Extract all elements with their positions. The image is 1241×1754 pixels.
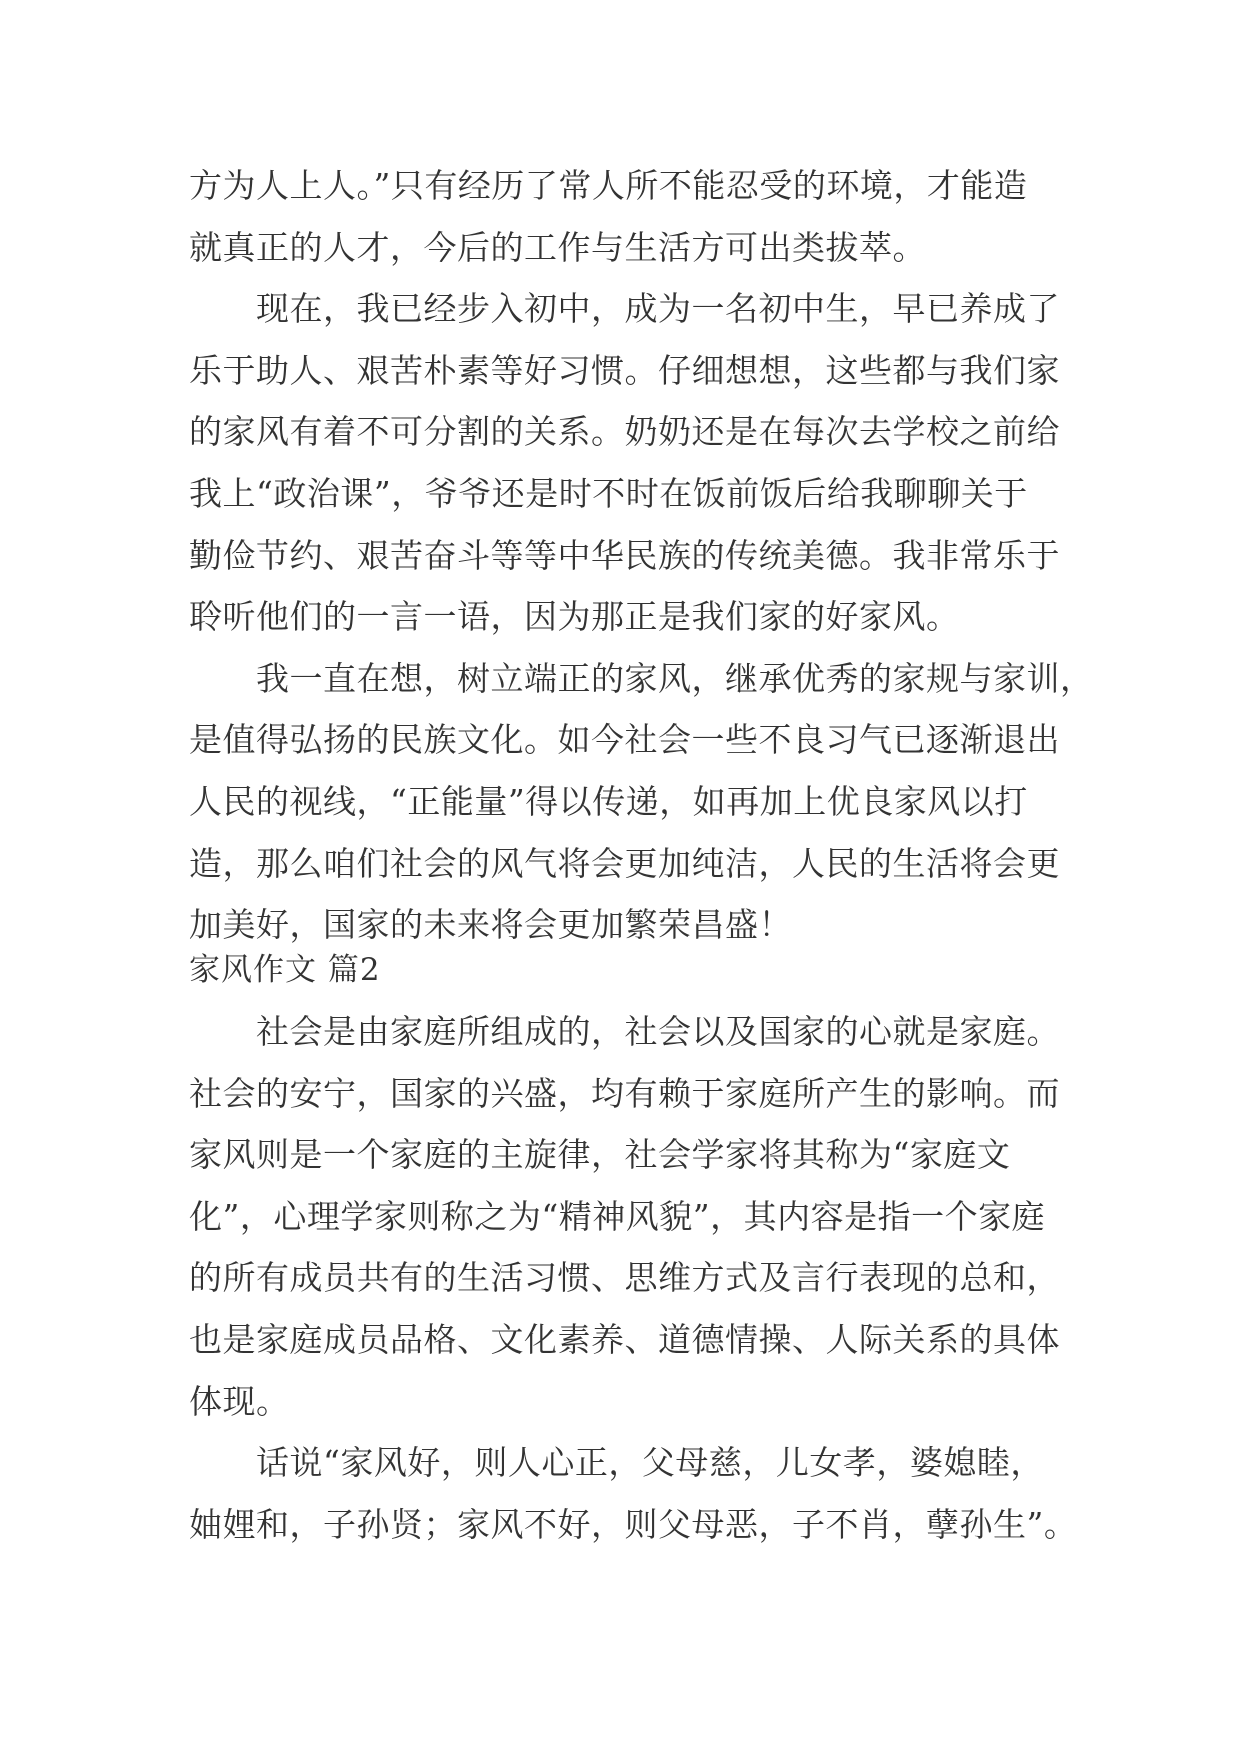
text-line: 方为人上人。”只有经历了常人所不能忍受的环境，才能造 — [189, 166, 1028, 205]
text-line: 现在，我已经步入初中，成为一名初中生，早已养成了 — [189, 289, 1060, 329]
essay-body-section-1 — [189, 155, 1094, 956]
text-line: 乐于助人、艰苦朴素等好习惯。仔细想想，这些都与我们家 — [189, 350, 1060, 390]
text-line: 就真正的人才，今后的工作与生活方可出类拔萃。 — [189, 227, 926, 267]
section-heading: 家风作文 篇2 — [189, 952, 381, 988]
text-line: 勤俭节约、艰苦奋斗等等中华民族的传统美德。我非常乐于 — [189, 535, 1060, 575]
text-line: 聆听他们的一言一语，因为那正是我们家的好家风。 — [189, 597, 960, 637]
text-line: 我一直在想，树立端正的家风，继承优秀的家规与家训， — [189, 658, 1094, 698]
text-line: 也是家庭成员品格、文化素养、道德情操、人际关系的具体 — [189, 1319, 1060, 1359]
text-line: 社会是由家庭所组成的，社会以及国家的心就是家庭。 — [189, 1012, 1060, 1051]
text-line: 加美好，国家的未来将会更加繁荣昌盛！ — [189, 905, 792, 945]
text-line: 是值得弘扬的民族文化。如今社会一些不良习气已逐渐退出 — [189, 720, 1060, 760]
text-line: 家风则是一个家庭的主旋律，社会学家将其称为“家庭文 — [189, 1135, 1011, 1175]
text-line: 话说“家风好，则人心正，父母慈，儿女孝，婆媳睦， — [189, 1443, 1044, 1483]
text-line: 化”，心理学家则称之为“精神风貌”，其内容是指一个家庭 — [189, 1196, 1046, 1236]
text-line: 人民的视线，“正能量”得以传递，如再加上优良家风以打 — [189, 781, 1028, 821]
text-line: 我上“政治课”，爷爷还是时不时在饭前饭后给我聊聊关于 — [189, 473, 1028, 513]
text-line: 造，那么咱们社会的风气将会更加纯洁，人民的生活将会更 — [189, 843, 1060, 883]
text-line: 社会的安宁，国家的兴盛，均有赖于家庭所产生的影响。而 — [189, 1073, 1060, 1113]
text-line: 的所有成员共有的生活习惯、思维方式及言行表现的总和， — [189, 1258, 1060, 1298]
text-line: 的家风有着不可分割的关系。奶奶还是在每次去学校之前给 — [189, 412, 1060, 452]
essay-body-section-2 — [189, 1001, 1078, 1555]
text-line: 体现。 — [189, 1381, 290, 1421]
text-line: 妯娌和，子孙贤；家风不好，则父母恶，子不肖，孽孙生”。 — [189, 1504, 1078, 1544]
